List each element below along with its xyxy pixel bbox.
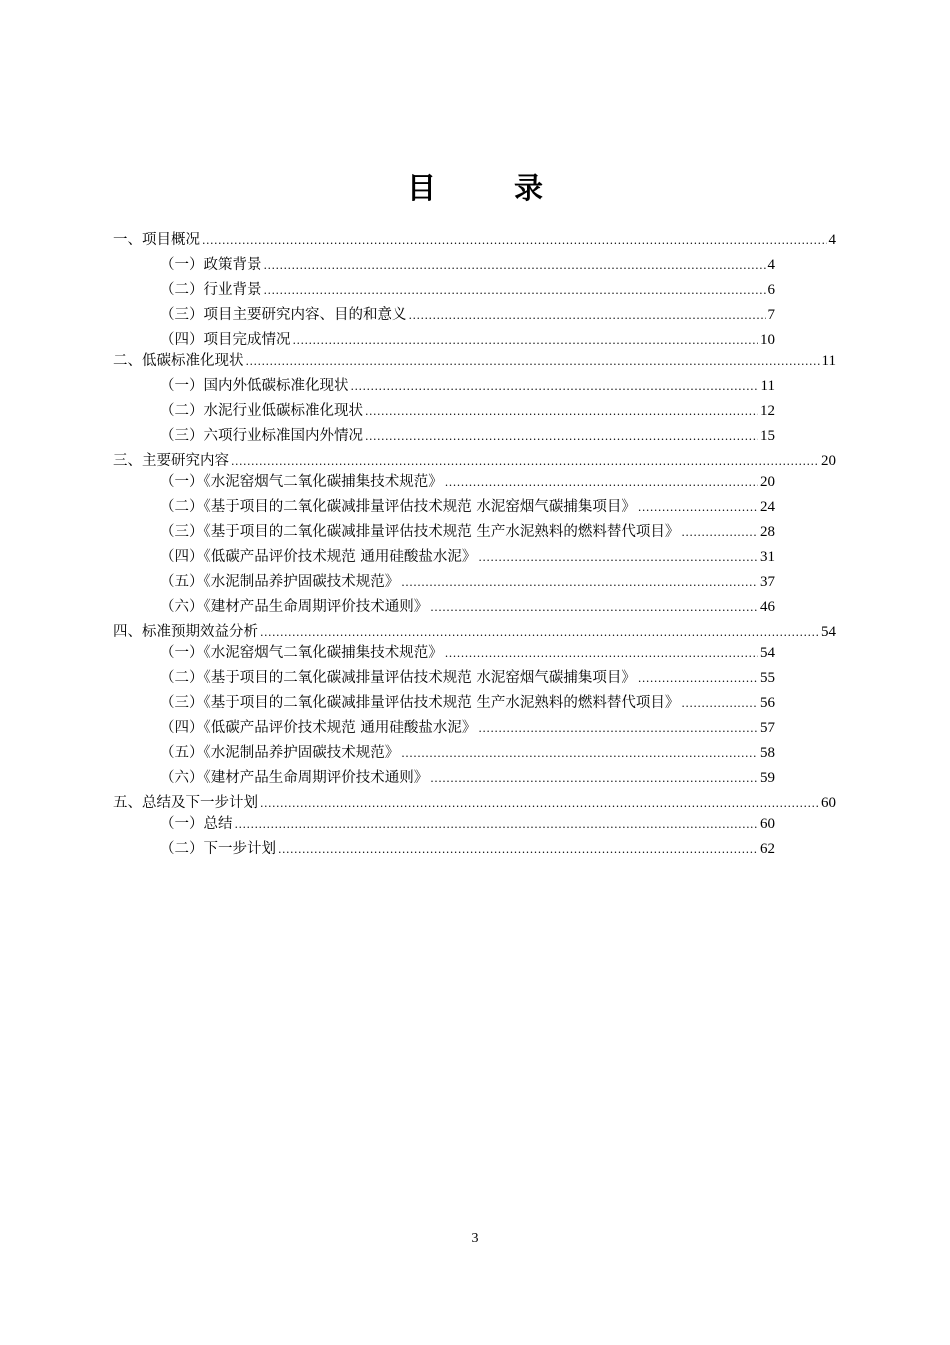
toc-entry[interactable]	[113, 450, 836, 472]
toc-leader-dots	[260, 793, 819, 815]
toc-entry[interactable]	[160, 425, 775, 447]
toc-entry[interactable]	[160, 813, 775, 835]
toc-entry-label: 一、项目概况	[113, 232, 200, 248]
toc-entry-page: 62	[760, 841, 775, 857]
toc-entry[interactable]	[160, 400, 775, 422]
toc-entry-page: 4	[767, 257, 775, 273]
toc-leader-dots	[638, 497, 758, 519]
toc-leader-dots	[202, 230, 827, 252]
toc-entry[interactable]	[160, 329, 775, 351]
toc-leader-dots	[264, 280, 766, 302]
toc-entry-label: （二）下一步计划	[160, 841, 276, 857]
toc-entry[interactable]	[160, 742, 775, 764]
toc-entry-page: 20	[760, 474, 775, 490]
toc-entry-page: 31	[760, 549, 775, 565]
toc-entry-page: 28	[760, 524, 775, 540]
toc-entry[interactable]	[160, 667, 775, 689]
toc-entry-page: 20	[821, 453, 836, 469]
toc-leader-dots	[246, 351, 820, 373]
toc-entry[interactable]	[160, 471, 775, 493]
toc-entry[interactable]	[160, 571, 775, 593]
toc-entry[interactable]	[160, 254, 775, 276]
toc-entry[interactable]	[113, 792, 836, 814]
toc-entry-page: 46	[760, 599, 775, 615]
toc-entry[interactable]	[160, 521, 775, 543]
page-number: 3	[471, 1231, 479, 1246]
toc-entry-label: （六）《建材产品生命周期评价技术通则》	[160, 599, 429, 615]
toc-entry-page: 10	[760, 332, 775, 348]
toc-entry[interactable]	[160, 717, 775, 739]
toc-leader-dots	[681, 522, 758, 544]
toc-entry-label: （六）《建材产品生命周期评价技术通则》	[160, 770, 429, 786]
toc-entry-label: （三）《基于项目的二氧化碳减排量评估技术规范 生产水泥熟料的燃料替代项目》	[160, 695, 680, 711]
toc-entry-label: （二）行业背景	[160, 282, 262, 298]
toc-entry-label: （一）国内外低碳标准化现状	[160, 378, 349, 394]
toc-entry-label: 三、主要研究内容	[113, 453, 229, 469]
toc-entry-label: （三）六项行业标准国内外情况	[160, 428, 363, 444]
toc-entry[interactable]	[113, 229, 836, 251]
toc-entry-page: 58	[760, 745, 775, 761]
toc-entry-label: （五）《水泥制品养护固碳技术规范》	[160, 574, 400, 590]
toc-entry-label: （一）《水泥窑烟气二氧化碳捕集技术规范》	[160, 474, 443, 490]
toc-entry-label: 二、低碳标准化现状	[113, 353, 244, 369]
toc-entry-label: （四）项目完成情况	[160, 332, 291, 348]
toc-leader-dots	[231, 451, 819, 473]
toc-entry[interactable]	[160, 767, 775, 789]
toc-entry-page: 11	[760, 378, 775, 394]
toc-entry[interactable]	[160, 375, 775, 397]
toc-leader-dots	[401, 572, 758, 594]
toc-leader-dots	[445, 643, 758, 665]
toc-entry-label: （二）《基于项目的二氧化碳减排量评估技术规范 水泥窑烟气碳捕集项目》	[160, 670, 636, 686]
toc-leader-dots	[264, 255, 766, 277]
toc-leader-dots	[445, 472, 758, 494]
toc-entry[interactable]	[160, 838, 775, 860]
toc-entry-label: （四）《低碳产品评价技术规范 通用硅酸盐水泥》	[160, 549, 477, 565]
toc-leader-dots	[401, 743, 758, 765]
toc-entry-label: （五）《水泥制品养护固碳技术规范》	[160, 745, 400, 761]
toc-entry-page: 54	[760, 645, 775, 661]
toc-leader-dots	[365, 426, 758, 448]
toc-leader-dots	[430, 597, 758, 619]
toc-entry-page: 11	[821, 353, 836, 369]
toc-entry-label: （二）水泥行业低碳标准化现状	[160, 403, 363, 419]
toc-entry[interactable]	[160, 279, 775, 301]
toc-leader-dots	[351, 376, 759, 398]
toc-entry-page: 12	[760, 403, 775, 419]
toc-leader-dots	[638, 668, 758, 690]
toc-leader-dots	[365, 401, 758, 423]
toc-entry-page: 59	[760, 770, 775, 786]
toc-entry[interactable]	[160, 596, 775, 618]
toc-leader-dots	[260, 622, 819, 644]
toc-leader-dots	[430, 768, 758, 790]
toc-entry[interactable]	[160, 692, 775, 714]
toc-entry-page: 60	[821, 795, 836, 811]
toc-entry-page: 15	[760, 428, 775, 444]
toc-entry-page: 57	[760, 720, 775, 736]
toc-entry-page: 6	[767, 282, 775, 298]
toc-entry[interactable]	[160, 304, 775, 326]
toc-entry[interactable]	[160, 546, 775, 568]
toc-entry-page: 55	[760, 670, 775, 686]
toc-entry-label: （四）《低碳产品评价技术规范 通用硅酸盐水泥》	[160, 720, 477, 736]
toc-leader-dots	[278, 839, 758, 861]
toc-entry-page: 4	[828, 232, 836, 248]
toc-entry-label: （一）总结	[160, 816, 233, 832]
toc-entry-label: （三）项目主要研究内容、目的和意义	[160, 307, 407, 323]
toc-entry-page: 56	[760, 695, 775, 711]
toc-leader-dots	[293, 330, 759, 352]
toc-entry-label: 四、标准预期效益分析	[113, 624, 258, 640]
toc-entry-page: 24	[760, 499, 775, 515]
toc-leader-dots	[478, 718, 758, 740]
toc-leader-dots	[478, 547, 758, 569]
toc-entry[interactable]	[113, 350, 836, 372]
toc-entry-page: 54	[821, 624, 836, 640]
toc-entry-page: 60	[760, 816, 775, 832]
toc-leader-dots	[681, 693, 758, 715]
toc-entry-page: 7	[767, 307, 775, 323]
toc-entry-label: （一）政策背景	[160, 257, 262, 273]
toc-entry-label: （三）《基于项目的二氧化碳减排量评估技术规范 生产水泥熟料的燃料替代项目》	[160, 524, 680, 540]
toc-entry-label: （一）《水泥窑烟气二氧化碳捕集技术规范》	[160, 645, 443, 661]
toc-entry-label: 五、总结及下一步计划	[113, 795, 258, 811]
toc-entry[interactable]	[160, 496, 775, 518]
toc-entry-label: （二）《基于项目的二氧化碳减排量评估技术规范 水泥窑烟气碳捕集项目》	[160, 499, 636, 515]
toc-entry[interactable]	[113, 621, 836, 643]
toc-entry-page: 37	[760, 574, 775, 590]
toc-leader-dots	[235, 814, 759, 836]
page-title: 目 录	[406, 171, 578, 205]
toc-entry[interactable]	[160, 642, 775, 664]
toc-leader-dots	[409, 305, 766, 327]
